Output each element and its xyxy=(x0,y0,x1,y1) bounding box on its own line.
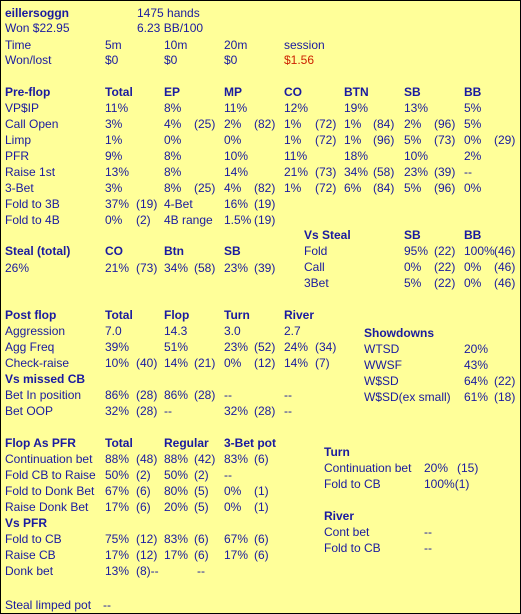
stat-value: 32% xyxy=(105,404,130,418)
sample-count: (48) xyxy=(136,452,158,466)
stat-value: 86% xyxy=(164,388,189,402)
stat-value: 5% xyxy=(404,181,422,195)
stat-label: WTSD xyxy=(364,342,400,356)
stat-label: W$SD(ex small) xyxy=(364,390,451,404)
stat-value: 3% xyxy=(105,117,123,131)
stat-value: 0% xyxy=(224,356,242,370)
stat-value: 12% xyxy=(284,101,309,115)
time-label: Time xyxy=(5,38,32,52)
stat-value: 64% xyxy=(464,374,489,388)
sample-count: (46) xyxy=(494,276,516,290)
stat-value: 5% xyxy=(464,117,482,131)
col-mp: MP xyxy=(224,85,242,99)
stat-value: -- xyxy=(424,541,432,555)
stat-label: Bet In position xyxy=(5,388,82,402)
stat-label: 3Bet xyxy=(304,276,329,290)
stat-value: -- xyxy=(164,404,172,418)
sample-count: (28) xyxy=(254,404,276,418)
sample-count: (46) xyxy=(494,244,516,258)
stat-value: 5% xyxy=(464,101,482,115)
stat-value: 13% xyxy=(105,564,130,578)
col-total: Total xyxy=(105,85,133,99)
stat-label: Agg Freq xyxy=(5,340,55,354)
stat-value: 1% xyxy=(284,133,302,147)
stat-value: 13% xyxy=(404,101,429,115)
stat-value: 1.5% xyxy=(224,213,252,227)
stat-value: 14% xyxy=(164,356,189,370)
sample-count: (28) xyxy=(136,388,158,402)
stat-value: 88% xyxy=(105,452,130,466)
stat-value: 2% xyxy=(224,117,242,131)
stat-value: 13% xyxy=(105,165,130,179)
postflop-title: Post flop xyxy=(5,308,57,322)
sample-count: (39) xyxy=(434,165,456,179)
stat-value: 67% xyxy=(105,484,130,498)
stat-label: Raise 1st xyxy=(5,165,56,179)
bb-per-100: 6.23 BB/100 xyxy=(137,21,204,35)
stat-value: 1% xyxy=(344,133,362,147)
sample-count: (6) xyxy=(136,484,151,498)
sample-count: (28) xyxy=(136,404,158,418)
sample-count: (22) xyxy=(434,260,456,274)
stat-value: 32% xyxy=(224,404,249,418)
stat-label: Cont bet xyxy=(324,525,370,539)
sample-count: (84) xyxy=(373,181,395,195)
sample-count: (84) xyxy=(373,117,395,131)
stat-value: 11% xyxy=(224,101,248,115)
stat-value: 17% xyxy=(224,548,249,562)
sample-count: (6) xyxy=(254,452,269,466)
stat-value: 39% xyxy=(105,340,130,354)
stat-label: Fold to CB xyxy=(324,541,381,555)
stat-value: 21% xyxy=(284,165,309,179)
stat-value: 14% xyxy=(284,356,309,370)
sample-count: (42) xyxy=(194,452,216,466)
stat-value: 8% xyxy=(164,101,182,115)
stat-value: 37% xyxy=(105,197,130,211)
sample-count: (25) xyxy=(194,181,216,195)
stat-label: Call Open xyxy=(5,117,59,131)
sample-count: (72) xyxy=(315,117,337,131)
sample-count: (29) xyxy=(494,133,516,147)
sample-count: (72) xyxy=(315,181,337,195)
col-turn: Turn xyxy=(224,308,250,322)
sample-count: (6) xyxy=(194,548,209,562)
stat-value: 11% xyxy=(105,101,129,115)
stat-value: 24% xyxy=(284,340,309,354)
stat-value: 1% xyxy=(284,117,302,131)
period-session: session xyxy=(284,38,325,52)
stat-value: 14% xyxy=(224,165,249,179)
steal-limped-value: -- xyxy=(103,598,111,612)
stat-label: PFR xyxy=(5,149,29,163)
sample-count: (18) xyxy=(494,390,516,404)
stat-label: Continuation bet xyxy=(5,452,93,466)
stat-value: 80% xyxy=(164,484,189,498)
stat-value: 0% xyxy=(105,213,123,227)
sample-count: (25) xyxy=(194,117,216,131)
sample-count: (82) xyxy=(254,117,276,131)
stat-value: 0% xyxy=(464,133,482,147)
stat-value: 6% xyxy=(344,181,362,195)
river-title: River xyxy=(324,509,355,523)
stat-label: 3-Bet xyxy=(5,181,34,195)
sample-count: (72) xyxy=(315,133,337,147)
stat-value: 20% xyxy=(424,461,449,475)
stat-value: -- xyxy=(284,404,292,418)
sample-count: (19) xyxy=(136,197,158,211)
stat-label: Fold to 3B xyxy=(5,197,60,211)
stat-label: Fold to CB xyxy=(5,532,62,546)
steal-limped-label: Steal limped pot xyxy=(5,598,92,612)
sample-count: (2) xyxy=(194,468,209,482)
sample-count: (96) xyxy=(434,117,456,131)
sample-count: (96) xyxy=(373,133,395,147)
sample-count: (22) xyxy=(434,244,456,258)
stat-value: 50% xyxy=(105,468,130,482)
period-5m: 5m xyxy=(105,38,122,52)
stat-label: Fold xyxy=(304,244,328,258)
col-sb: SB xyxy=(404,228,421,242)
col-sb: SB xyxy=(224,244,241,258)
col-bb: BB xyxy=(464,85,482,99)
stat-value: -- xyxy=(464,165,472,179)
stat-value: -- xyxy=(224,468,232,482)
col-regular: Regular xyxy=(164,436,209,450)
stat-value: 88% xyxy=(164,452,189,466)
col-sb: SB xyxy=(404,85,421,99)
stat-value: 10% xyxy=(224,149,249,163)
sample-count: (52) xyxy=(254,340,276,354)
vs-steal-title: Vs Steal xyxy=(304,228,351,242)
stat-value: 51% xyxy=(164,340,189,354)
sample-count: (34) xyxy=(315,340,337,354)
sample-count: (2) xyxy=(136,468,151,482)
stat-label: Bet OOP xyxy=(5,404,54,418)
sample-count: (73) xyxy=(315,165,337,179)
won-lost-5m: $0 xyxy=(105,53,119,67)
stat-label: Check-raise xyxy=(5,356,70,370)
stat-label: Aggression xyxy=(5,324,66,338)
stat-label: Limp xyxy=(5,133,32,147)
stat-value: 8% xyxy=(164,165,182,179)
stat-value: 23% xyxy=(224,261,249,275)
stat-label: WWSF xyxy=(364,358,402,372)
stat-label: VP$IP xyxy=(5,101,40,115)
stat-label: W$SD xyxy=(364,374,399,388)
stat-label: Continuation bet xyxy=(324,461,412,475)
stat-value: 5% xyxy=(404,276,422,290)
stat-value: 18% xyxy=(344,149,369,163)
vs-pfr-title: Vs PFR xyxy=(5,516,48,530)
stat-value: 67% xyxy=(224,532,249,546)
col-flop: Flop xyxy=(164,308,190,322)
stat-label: Fold to CB xyxy=(324,477,381,491)
stat-value: 5% xyxy=(404,133,422,147)
stat-value: 86% xyxy=(105,388,130,402)
stat-value: 83% xyxy=(224,452,249,466)
sample-count: (7) xyxy=(315,356,330,370)
won-lost-20m: $0 xyxy=(224,53,238,67)
won-lost-session: $1.56 xyxy=(284,53,315,67)
sample-count: (6) xyxy=(254,548,269,562)
sample-count: (96) xyxy=(434,181,456,195)
stat-value: 0% xyxy=(224,500,242,514)
stat-value: 7.0 xyxy=(105,324,122,338)
sample-count: (21) xyxy=(194,356,216,370)
stat-value: 100% xyxy=(464,244,495,258)
stat-value: 8% xyxy=(164,149,182,163)
sample-count: (12) xyxy=(136,532,158,546)
stat-value: 4% xyxy=(164,117,182,131)
sample-count: (22) xyxy=(434,276,456,290)
showdowns-title: Showdowns xyxy=(364,326,434,340)
sample-count: (28) xyxy=(194,388,216,402)
sample-count: (73) xyxy=(136,261,158,275)
stat-value: 19% xyxy=(344,101,369,115)
stat-label: Raise Donk Bet xyxy=(5,500,89,514)
stat-value: 0% xyxy=(464,276,482,290)
stat-value: 95% xyxy=(404,244,429,258)
stat-label: Raise CB xyxy=(5,548,56,562)
stat-value: 10% xyxy=(105,356,130,370)
col-3bet-pot: 3-Bet pot xyxy=(224,436,276,450)
steal-total-title: Steal (total) xyxy=(5,244,71,258)
sample-count: (12) xyxy=(254,356,276,370)
stat-value: 23% xyxy=(224,340,249,354)
sample-count: (6) xyxy=(254,532,269,546)
stat-value: -- xyxy=(284,388,292,402)
col-total: Total xyxy=(105,308,133,322)
sample-count: (8)-- xyxy=(136,564,159,578)
stat-value: 43% xyxy=(464,358,489,372)
stat-value: 9% xyxy=(105,149,123,163)
sample-count: (73) xyxy=(434,133,456,147)
stat-value: 3.0 xyxy=(224,324,241,338)
won-amount: Won $22.95 xyxy=(5,21,70,35)
hands-count: 1475 hands xyxy=(137,6,200,20)
stat-label: Call xyxy=(304,260,325,274)
stat-value: 20% xyxy=(464,342,489,356)
sample-count: (58) xyxy=(373,165,395,179)
col-river: River xyxy=(284,308,315,322)
sample-count: (82) xyxy=(254,181,276,195)
sample-count: (5) xyxy=(194,500,209,514)
sample-count: (6) xyxy=(194,532,209,546)
stat-value: 17% xyxy=(164,548,189,562)
col-bb: BB xyxy=(464,228,482,242)
stat-value: 61% xyxy=(464,390,489,404)
stat-value: 0% xyxy=(464,181,482,195)
col-ep: EP xyxy=(164,85,181,99)
col-total: Total xyxy=(105,436,133,450)
stat-value: 0% xyxy=(464,260,482,274)
stat-value: 1% xyxy=(105,133,123,147)
sample-count: (40) xyxy=(136,356,158,370)
won-lost-label: Won/lost xyxy=(5,53,52,67)
stat-label: Fold to Donk Bet xyxy=(5,484,95,498)
stat-value: 100%(1) xyxy=(424,477,470,491)
stat-value: 17% xyxy=(105,500,130,514)
sample-count: (5) xyxy=(194,484,209,498)
flop-pfr-title: Flop As PFR xyxy=(5,436,76,450)
stat-value: 50% xyxy=(164,468,189,482)
period-20m: 20m xyxy=(224,38,248,52)
sample-count: (39) xyxy=(254,261,276,275)
sample-count: (46) xyxy=(494,260,516,274)
stat-value: 23% xyxy=(404,165,429,179)
stat-value: 8% xyxy=(164,181,182,195)
period-10m: 10m xyxy=(164,38,188,52)
stat-label: Fold CB to Raise xyxy=(5,468,96,482)
stat-label: 4B range xyxy=(164,213,213,227)
sample-count: (1) xyxy=(254,484,269,498)
stat-value: 26% xyxy=(5,261,30,275)
stat-value: -- xyxy=(224,388,232,402)
stat-value: 4% xyxy=(224,181,242,195)
col-btn: BTN xyxy=(344,85,369,99)
stat-value: 2.7 xyxy=(284,324,301,338)
stat-value: 17% xyxy=(105,548,130,562)
stat-value: 14.3 xyxy=(164,324,188,338)
stat-label: 4-Bet xyxy=(164,197,193,211)
vs-missed-cb-title: Vs missed CB xyxy=(5,372,86,386)
stat-value: 2% xyxy=(464,149,482,163)
stat-value: 21% xyxy=(105,261,130,275)
won-lost-10m: $0 xyxy=(164,53,178,67)
sample-count: (58) xyxy=(194,261,216,275)
turn-title: Turn xyxy=(324,445,350,459)
stat-value: 75% xyxy=(105,532,130,546)
stat-value: 1% xyxy=(344,117,362,131)
sample-count: (15) xyxy=(457,461,479,475)
sample-count: (6) xyxy=(136,500,151,514)
player-name: eillersoggn xyxy=(5,6,70,20)
stat-value: 16% xyxy=(224,197,249,211)
sample-count: (22) xyxy=(494,374,516,388)
stat-value: 0% xyxy=(224,133,242,147)
stat-value: 83% xyxy=(164,532,189,546)
stat-value: 3% xyxy=(105,181,123,195)
stat-value: 20% xyxy=(164,500,189,514)
sample-count: (2) xyxy=(136,213,151,227)
preflop-title: Pre-flop xyxy=(5,85,51,99)
stat-value: 11% xyxy=(284,149,308,163)
sample-count: (19) xyxy=(254,197,276,211)
stat-value: 0% xyxy=(404,260,422,274)
col-btn: Btn xyxy=(164,244,184,258)
stat-value: 1% xyxy=(284,181,302,195)
sample-count: (1) xyxy=(254,500,269,514)
sample-count: (12) xyxy=(136,548,158,562)
stat-value: 34% xyxy=(164,261,189,275)
stat-value: 2% xyxy=(404,117,422,131)
stat-value: -- xyxy=(197,564,205,578)
stat-value: 10% xyxy=(404,149,429,163)
stat-label: Fold to 4B xyxy=(5,213,60,227)
stat-value: 0% xyxy=(224,484,242,498)
stat-value: 34% xyxy=(344,165,369,179)
col-co: CO xyxy=(105,244,123,258)
stat-value: -- xyxy=(424,525,432,539)
stat-label: Donk bet xyxy=(5,564,54,578)
stat-value: 0% xyxy=(164,133,182,147)
sample-count: (19) xyxy=(254,213,276,227)
col-co: CO xyxy=(284,85,302,99)
